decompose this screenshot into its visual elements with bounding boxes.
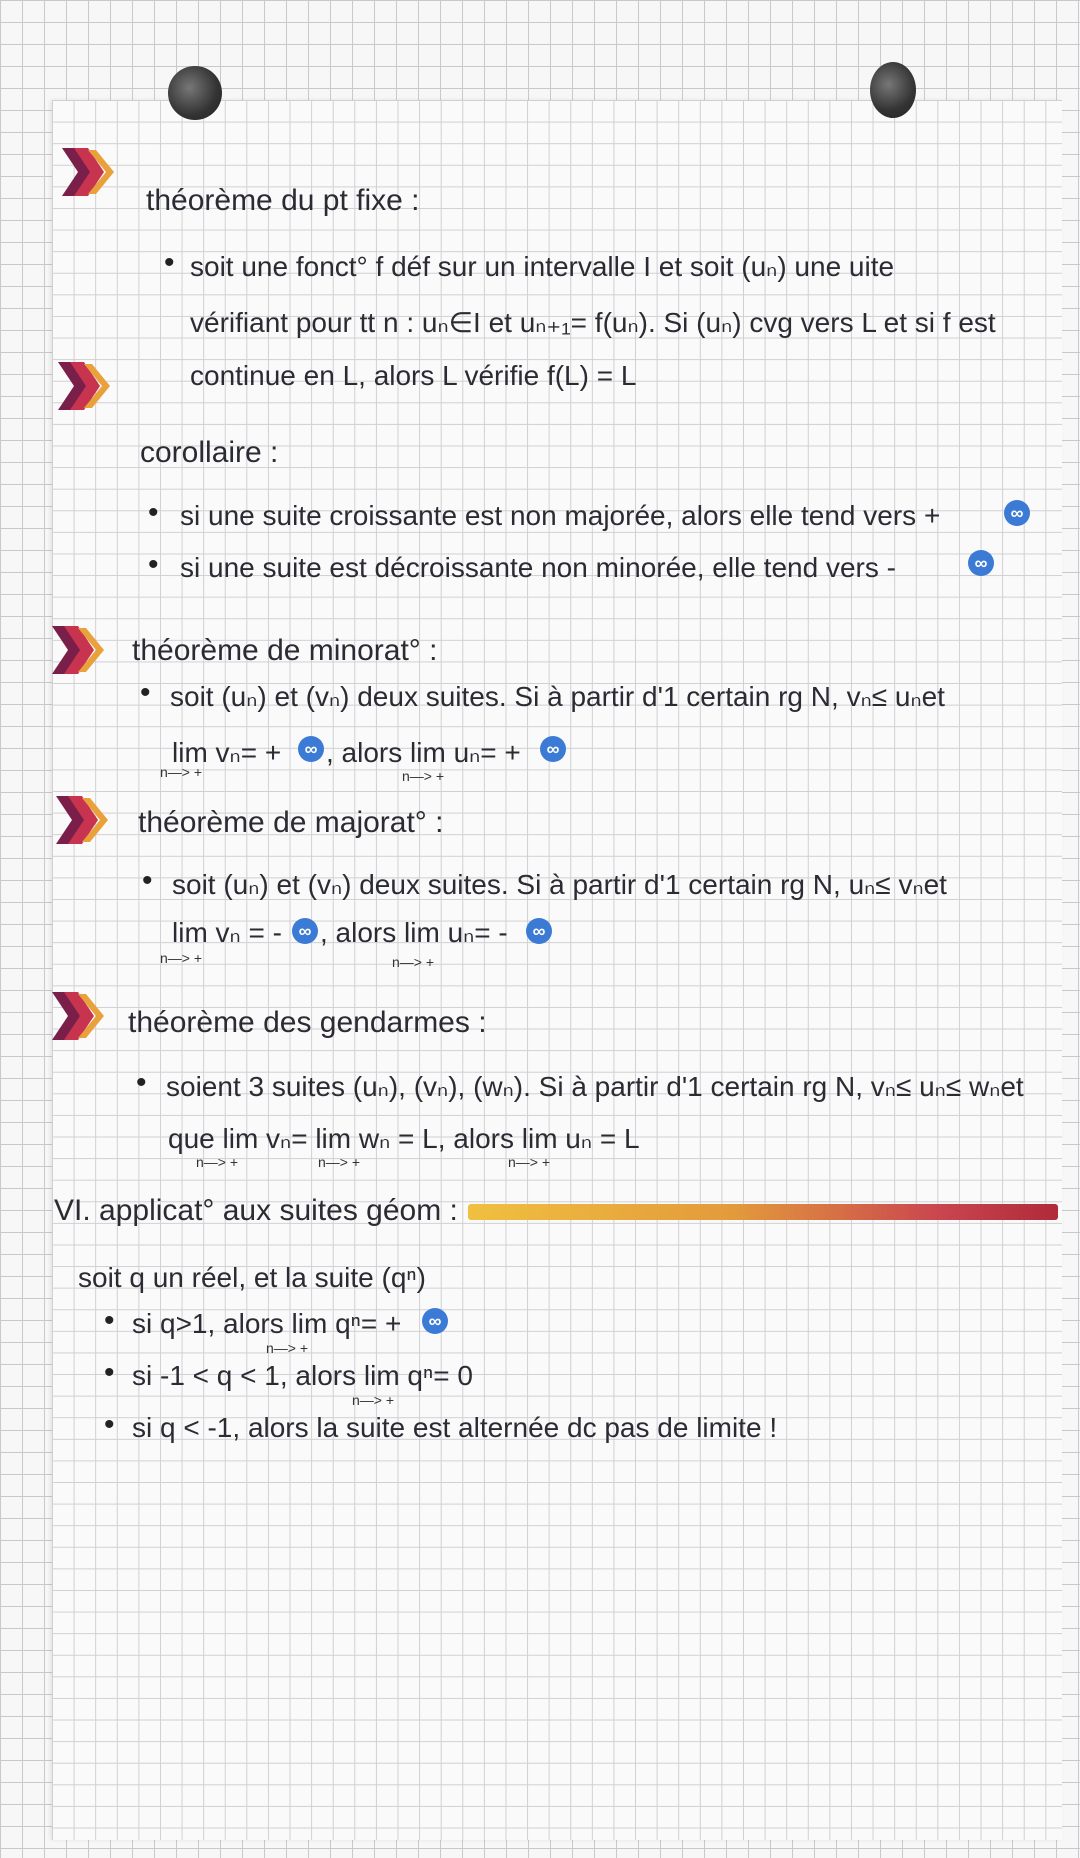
punch-hole-left — [168, 66, 222, 120]
text-line: lim vₙ = - — [172, 917, 282, 948]
bullet-dot: • — [142, 864, 153, 897]
section-title-minorat: théorème de minorat° : — [132, 634, 438, 667]
bullet-dot: • — [104, 1356, 115, 1389]
text-line: soit une fonct° f déf sur un intervalle I et soit (uₙ) une uite — [190, 251, 895, 282]
text-line: que lim vₙ= lim wₙ = L, alors lim uₙ = L — [168, 1123, 640, 1154]
text-line: soit (uₙ) et (vₙ) deux suites. Si à partir d'1 certain rg N, vₙ≤ uₙet — [170, 681, 945, 712]
list-item: si q>1, alors lim qⁿ= + — [132, 1308, 402, 1339]
limit-subscript: n—> + — [508, 1154, 551, 1170]
limit-subscript: n—> + — [392, 954, 435, 970]
bullet-dot: • — [148, 496, 159, 529]
part-vi-title: VI. applicat° aux suites géom : — [54, 1194, 458, 1227]
bullet-dot: • — [148, 548, 159, 581]
text-line: soit (uₙ) et (vₙ) deux suites. Si à partir d'1 certain rg N, uₙ≤ vₙet — [172, 869, 947, 900]
chevron-bullet-icon — [52, 626, 112, 674]
text-line: continue en L, alors L vérifie f(L) = L — [190, 360, 637, 391]
limit-subscript: n—> + — [160, 764, 203, 780]
limit-subscript: n—> + — [266, 1340, 309, 1356]
chevron-bullet-icon — [56, 796, 116, 844]
text-line: , alors lim uₙ= + — [326, 737, 521, 768]
limit-subscript: n—> + — [318, 1154, 361, 1170]
infinity-icon: ∞ — [1004, 500, 1030, 526]
limit-subscript: n—> + — [160, 950, 203, 966]
bullet-dot: • — [104, 1304, 115, 1337]
bullet-dot: • — [104, 1408, 115, 1441]
section-title-point-fixe: théorème du pt fixe : — [146, 184, 420, 217]
infinity-icon: ∞ — [298, 736, 324, 762]
limit-subscript: n—> + — [352, 1392, 395, 1408]
section-title-majorat: théorème de majorat° : — [138, 806, 444, 839]
text-line: vérifiant pour tt n : uₙ∈I et uₙ₊₁= f(uₙ). Si (uₙ) cvg vers L et si f est — [190, 307, 996, 338]
bullet-dot: • — [136, 1066, 147, 1099]
text-line: si une suite est décroissante non minorée, elle tend vers - — [180, 552, 896, 583]
list-item: si -1 < q < 1, alors lim qⁿ= 0 — [132, 1360, 473, 1391]
limit-subscript: n—> + — [196, 1154, 239, 1170]
list-item: si q < -1, alors la suite est alternée dc pas de limite ! — [132, 1412, 778, 1443]
text-line: si une suite croissante est non majorée, alors elle tend vers + — [180, 500, 941, 531]
chevron-bullet-icon — [62, 148, 122, 196]
section-title-gendarmes: théorème des gendarmes : — [128, 1006, 487, 1039]
text-line: lim vₙ= + — [172, 737, 282, 768]
infinity-icon: ∞ — [540, 736, 566, 762]
chevron-bullet-icon — [58, 362, 118, 410]
chevron-bullet-icon — [52, 992, 112, 1040]
limit-subscript: n—> + — [402, 768, 445, 784]
text-line: , alors lim uₙ= - — [320, 917, 508, 948]
infinity-icon: ∞ — [968, 550, 994, 576]
infinity-icon: ∞ — [292, 918, 318, 944]
bullet-dot: • — [140, 676, 151, 709]
infinity-icon: ∞ — [422, 1308, 448, 1334]
part-vi-intro: soit q un réel, et la suite (qⁿ) — [78, 1262, 426, 1293]
punch-hole-right — [870, 62, 916, 118]
bullet-dot: • — [164, 246, 175, 279]
section-title-corollaire: corollaire : — [140, 436, 279, 469]
infinity-icon: ∞ — [526, 918, 552, 944]
text-line: soient 3 suites (uₙ), (vₙ), (wₙ). Si à partir d'1 certain rg N, vₙ≤ uₙ≤ wₙet — [166, 1071, 1024, 1102]
highlighter-stroke — [468, 1204, 1058, 1220]
